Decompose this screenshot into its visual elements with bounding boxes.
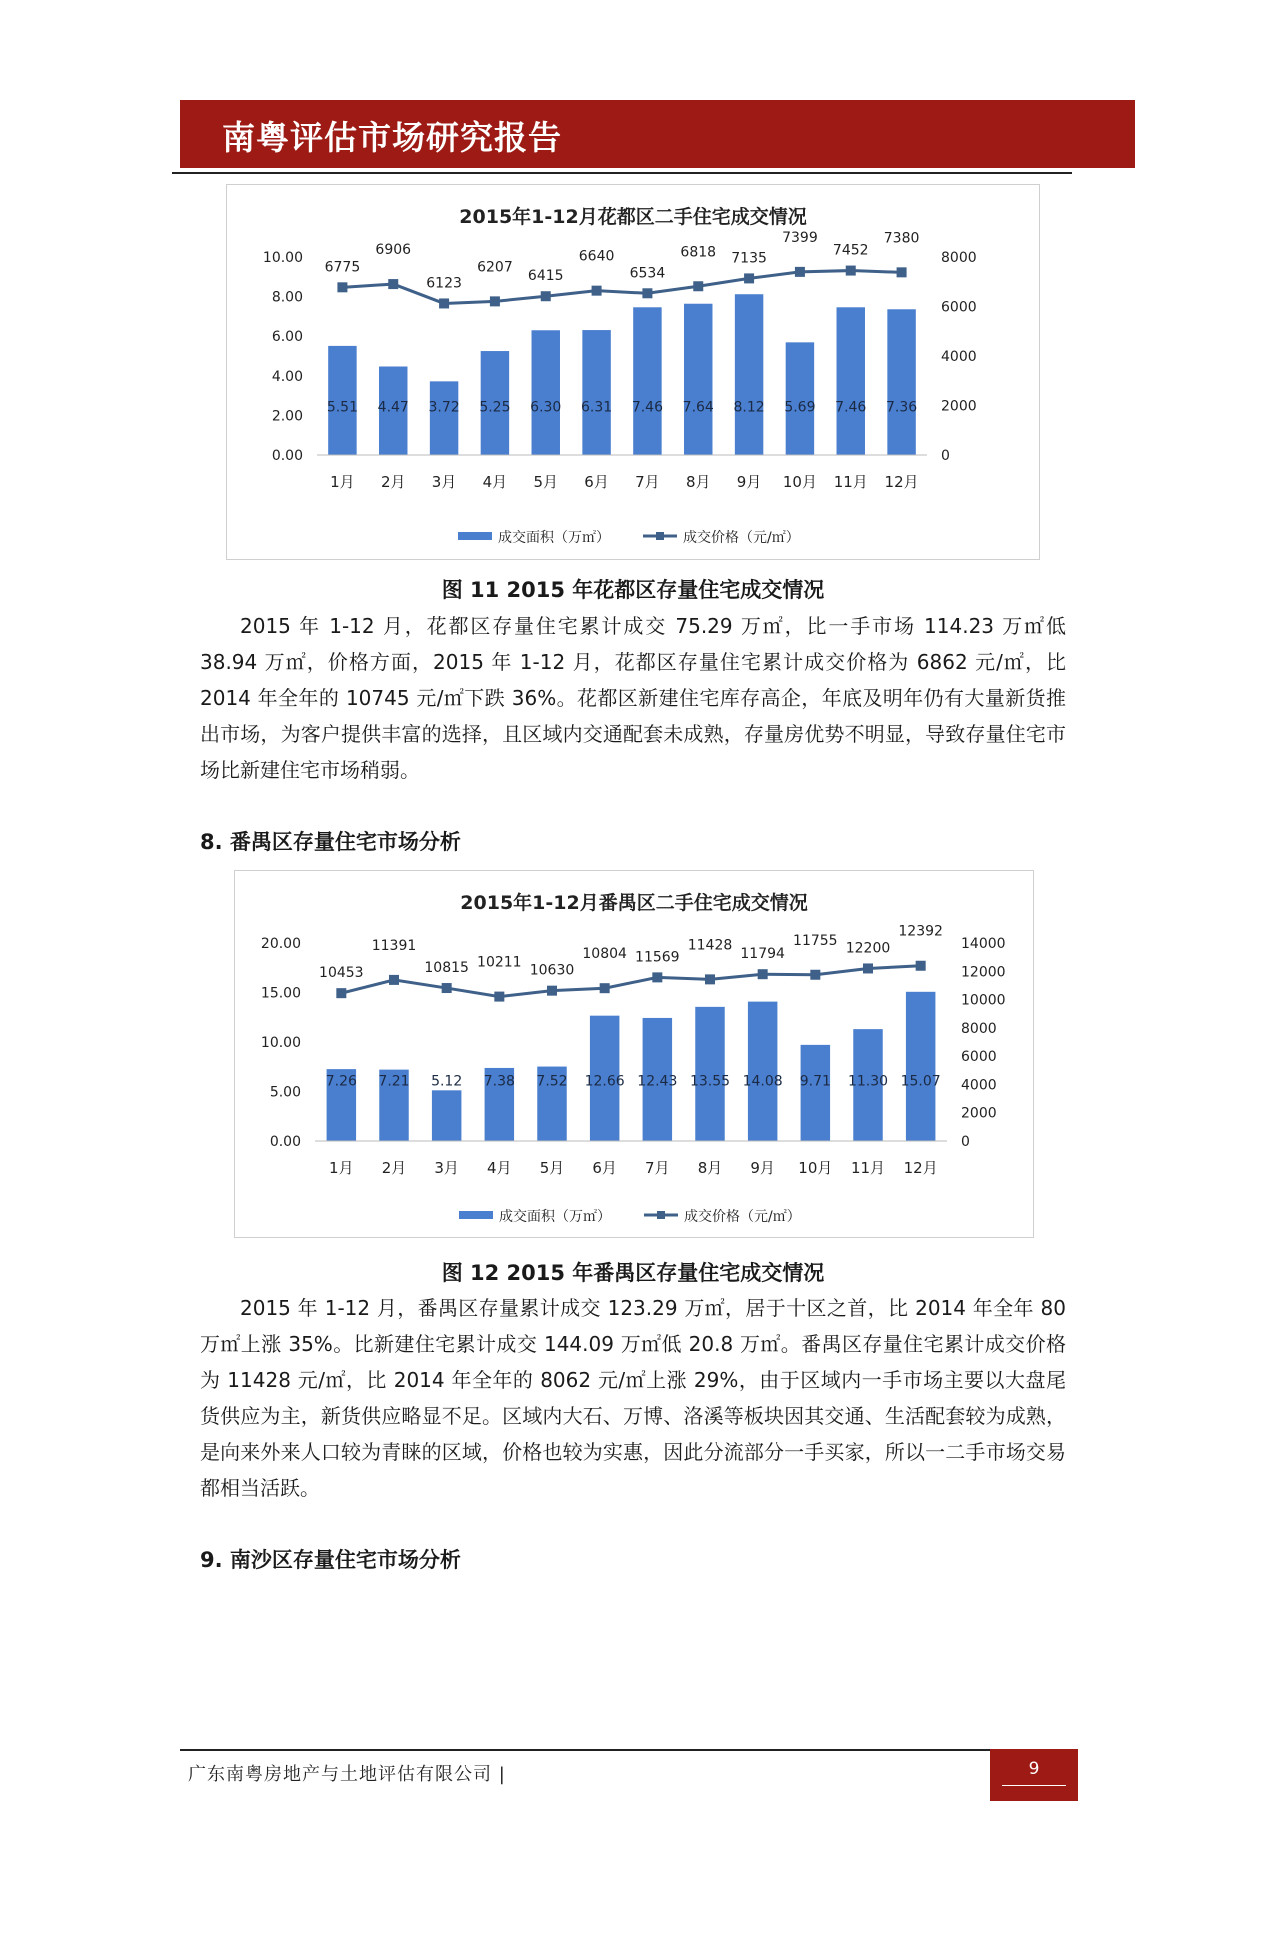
figure-11-caption: 图 11 2015 年花都区存量住宅成交情况 — [441, 578, 825, 602]
section-9-heading: 9. 南沙区存量住宅市场分析 — [200, 1548, 461, 1572]
price-point-11月 — [846, 266, 856, 276]
right-axis-tick-label: 6000 — [961, 1049, 997, 1066]
right-axis-tick-label: 12000 — [961, 964, 1006, 981]
footer-divider — [180, 1749, 990, 1751]
bar-10月 — [801, 1045, 830, 1141]
price-point-8月 — [705, 974, 715, 984]
right-axis-tick-label: 2000 — [941, 398, 977, 415]
bar-value-label: 6.30 — [530, 399, 562, 416]
bar-9月 — [735, 294, 763, 455]
bar-value-label: 7.26 — [325, 1073, 357, 1090]
price-value-label: 7452 — [832, 242, 869, 259]
legend-swatch-area — [458, 532, 492, 540]
left-axis-tick-label: 10.00 — [260, 1035, 301, 1051]
x-axis-tick-label: 3月 — [434, 1159, 459, 1177]
price-point-7月 — [642, 288, 652, 298]
price-point-3月 — [442, 983, 452, 993]
x-axis-tick-label: 2月 — [380, 473, 406, 491]
x-axis-tick-label: 10月 — [798, 1159, 833, 1177]
legend-swatch-area — [459, 1211, 493, 1219]
x-axis-tick-label: 10月 — [782, 473, 817, 491]
bar-3月 — [432, 1090, 461, 1141]
chart-huadu-svg — [227, 185, 1039, 559]
legend-swatch-price-marker — [657, 1211, 665, 1219]
chart-title: 2015年1-12月花都区二手住宅成交情况 — [459, 206, 807, 228]
price-point-9月 — [744, 273, 754, 283]
legend-label-price: 成交价格（元/㎡） — [684, 1209, 801, 1225]
right-axis-tick-label: 2000 — [961, 1105, 997, 1122]
price-value-label: 11428 — [687, 937, 733, 954]
x-axis-tick-label: 7月 — [645, 1159, 670, 1177]
bar-value-label: 3.72 — [428, 399, 460, 416]
bar-value-label: 7.64 — [682, 399, 714, 416]
left-axis-tick-label: 15.00 — [260, 985, 301, 1002]
x-axis-tick-label: 1月 — [330, 473, 355, 491]
legend-label-area: 成交面积（万㎡） — [499, 1209, 611, 1225]
price-value-label: 7380 — [883, 230, 920, 247]
right-axis-tick-label: 4000 — [941, 349, 977, 365]
bar-value-label: 7.46 — [631, 399, 664, 416]
right-axis-tick-label: 10000 — [961, 992, 1006, 1009]
bar-value-label: 5.12 — [431, 1073, 463, 1090]
bar-6月 — [580, 330, 613, 455]
price-value-label: 6775 — [324, 259, 361, 276]
price-point-4月 — [490, 296, 500, 306]
bar-12月 — [906, 992, 935, 1141]
right-axis-tick-label: 4000 — [961, 1077, 997, 1094]
price-value-label: 12200 — [845, 940, 891, 957]
price-value-label: 6640 — [578, 248, 615, 265]
bar-value-label: 9.71 — [799, 1073, 831, 1090]
price-point-8月 — [693, 281, 703, 291]
price-value-label: 11569 — [635, 949, 680, 966]
bar-value-label: 7.21 — [378, 1073, 410, 1090]
figure-12-caption: 图 12 2015 年番禺区存量住宅成交情况 — [441, 1261, 825, 1285]
report-title: 南粤评估市场研究报告 — [222, 118, 562, 157]
x-axis-tick-label: 12月 — [884, 473, 919, 491]
price-point-9月 — [758, 969, 768, 979]
right-axis-tick-label: 0 — [961, 1134, 970, 1150]
bar-value-label: 7.46 — [835, 399, 867, 416]
bar-value-label: 7.38 — [483, 1073, 515, 1090]
price-point-2月 — [388, 279, 398, 289]
bar-value-label: 5.51 — [326, 399, 359, 416]
left-axis-tick-label: 5.00 — [269, 1084, 301, 1101]
price-point-1月 — [336, 988, 346, 998]
chart-title: 2015年1-12月番禺区二手住宅成交情况 — [460, 892, 808, 914]
bar-value-label: 14.08 — [742, 1073, 783, 1090]
x-axis-tick-label: 1月 — [329, 1159, 354, 1177]
price-point-12月 — [916, 961, 926, 971]
price-value-label: 10815 — [424, 960, 469, 977]
bar-value-label: 6.31 — [580, 399, 613, 416]
bar-value-label: 12.66 — [584, 1073, 625, 1090]
left-axis-tick-label: 0.00 — [269, 1134, 301, 1150]
price-value-label: 10453 — [319, 965, 364, 982]
price-point-6月 — [600, 983, 610, 993]
footer-company: 广东南粤房地产与土地评估有限公司 | — [188, 1764, 506, 1785]
legend-label-area: 成交面积（万㎡） — [498, 530, 610, 546]
x-axis-tick-label: 4月 — [487, 1159, 512, 1177]
right-axis-tick-label: 0 — [941, 448, 950, 464]
bar-5月 — [532, 330, 560, 455]
x-axis-tick-label: 5月 — [533, 473, 559, 491]
x-axis-tick-label: 4月 — [482, 473, 508, 491]
bar-value-label: 8.12 — [733, 399, 765, 416]
price-value-label: 7135 — [731, 250, 767, 267]
x-axis-tick-label: 2月 — [381, 1159, 407, 1177]
legend-swatch-price-marker — [656, 532, 664, 540]
left-axis-tick-label: 2.00 — [271, 408, 303, 425]
bar-value-label: 11.30 — [847, 1073, 889, 1090]
price-point-5月 — [547, 986, 557, 996]
bar-value-label: 13.55 — [689, 1073, 731, 1090]
price-value-label: 6906 — [375, 242, 412, 259]
x-axis-tick-label: 8月 — [697, 1159, 723, 1177]
left-axis-tick-label: 0.00 — [271, 448, 303, 464]
legend-label-price: 成交价格（元/㎡） — [683, 530, 800, 546]
bar-9月 — [748, 1002, 777, 1141]
x-axis-tick-label: 6月 — [592, 1159, 617, 1177]
left-axis-tick-label: 8.00 — [271, 289, 303, 306]
price-point-10月 — [810, 970, 820, 980]
price-point-10月 — [795, 267, 805, 277]
bar-value-label: 5.69 — [784, 399, 816, 416]
x-axis-tick-label: 8月 — [685, 473, 711, 491]
price-value-label: 6818 — [680, 244, 717, 261]
bar-value-label: 12.43 — [637, 1073, 678, 1090]
page-number-box — [990, 1749, 1078, 1801]
chart-panyu-svg — [235, 871, 1033, 1237]
page-number-underline — [1002, 1785, 1066, 1786]
bar-value-label: 7.52 — [536, 1073, 568, 1090]
price-value-label: 7399 — [782, 229, 818, 246]
left-axis-tick-label: 20.00 — [260, 936, 301, 952]
x-axis-tick-label: 12月 — [903, 1159, 938, 1177]
x-axis-tick-label: 11月 — [850, 1159, 886, 1177]
x-axis-tick-label: 11月 — [833, 473, 868, 491]
price-value-label: 10804 — [582, 946, 627, 963]
right-axis-tick-label: 14000 — [961, 936, 1006, 952]
price-value-label: 11794 — [740, 946, 785, 963]
price-value-label: 10630 — [529, 962, 575, 979]
bar-value-label: 4.47 — [377, 399, 409, 416]
right-axis-tick-label: 8000 — [941, 250, 977, 266]
price-value-label: 6415 — [527, 268, 564, 285]
left-axis-tick-label: 6.00 — [271, 329, 303, 346]
paragraph-panyu: 2015 年 1-12 月，番禺区存量累计成交 123.29 万㎡，居于十区之首，比 2014 年全年 80 万㎡上涨 35%。比新建住宅累计成交 144.09 万㎡低 20.8 万㎡。番禺区存量住宅累计成交价格为 11428 元/㎡，比 2014 年全年的 8062 元/㎡上涨 29%，由于区域内一手市场主要以大盘尾货供应为主，新货供应略显不足。区域内大石、万博、洛溪等板块因其交通、生活配套较为成熟，是向来外来人口较为青睐的区域，价格也较为实惠，因此分流部分一手买家，所以一二手市场交易都相当活跃。 — [200, 1296, 1066, 1500]
price-value-label: 11755 — [793, 932, 838, 949]
bar-value-label: 5.25 — [479, 399, 511, 416]
price-value-label: 6123 — [426, 275, 462, 292]
price-value-label: 6534 — [629, 265, 666, 282]
x-axis-tick-label: 9月 — [736, 473, 762, 491]
paragraph-huadu: 2015 年 1-12 月，花都区存量住宅累计成交 75.29 万㎡，比一手市场 114.23 万㎡低 38.94 万㎡，价格方面，2015 年 1-12 月，花都区存量住宅累计成交价格为 6862 元/㎡，比 2014 年全年的 10745 元/㎡下跌 36%。花都区新建住宅库存高企，年底及明年仍有大量新货推出市场，为客户提供丰富的选择，且区域内交通配套未成熟，存量房优势不明显，导致存量住宅市场比新建住宅市场稍弱。 — [200, 614, 1066, 782]
price-value-label: 12392 — [898, 923, 943, 940]
price-point-4月 — [494, 992, 504, 1002]
x-axis-tick-label: 9月 — [750, 1159, 775, 1177]
bar-value-label: 15.07 — [900, 1073, 941, 1090]
x-axis-tick-label: 3月 — [431, 473, 457, 491]
section-8-heading: 8. 番禺区存量住宅市场分析 — [200, 830, 461, 854]
header-divider — [172, 172, 1072, 174]
bar-8月 — [684, 304, 712, 455]
price-point-7月 — [652, 972, 662, 982]
x-axis-tick-label: 6月 — [584, 473, 609, 491]
price-point-12月 — [897, 267, 907, 277]
right-axis-tick-label: 6000 — [941, 299, 977, 316]
bar-12月 — [885, 309, 918, 455]
left-axis-tick-label: 4.00 — [271, 368, 303, 385]
x-axis-tick-label: 7月 — [635, 473, 660, 491]
price-value-label: 6207 — [477, 259, 513, 276]
price-value-label: 10211 — [477, 954, 522, 971]
bar-7月 — [631, 307, 664, 455]
price-point-2月 — [389, 975, 399, 985]
left-axis-tick-label: 10.00 — [262, 250, 303, 266]
page-number: 9 — [1028, 1759, 1040, 1779]
price-value-label: 11391 — [371, 937, 417, 954]
right-axis-tick-label: 8000 — [961, 1020, 997, 1037]
price-point-11月 — [863, 963, 873, 973]
bar-11月 — [837, 307, 865, 455]
price-point-3月 — [439, 298, 449, 308]
price-point-1月 — [337, 282, 347, 292]
price-point-5月 — [541, 291, 551, 301]
chart-huadu — [226, 184, 1040, 560]
bar-3月 — [430, 381, 458, 455]
bar-value-label: 7.36 — [885, 399, 918, 416]
chart-panyu — [234, 870, 1034, 1238]
x-axis-tick-label: 5月 — [539, 1159, 565, 1177]
price-point-6月 — [592, 286, 602, 296]
